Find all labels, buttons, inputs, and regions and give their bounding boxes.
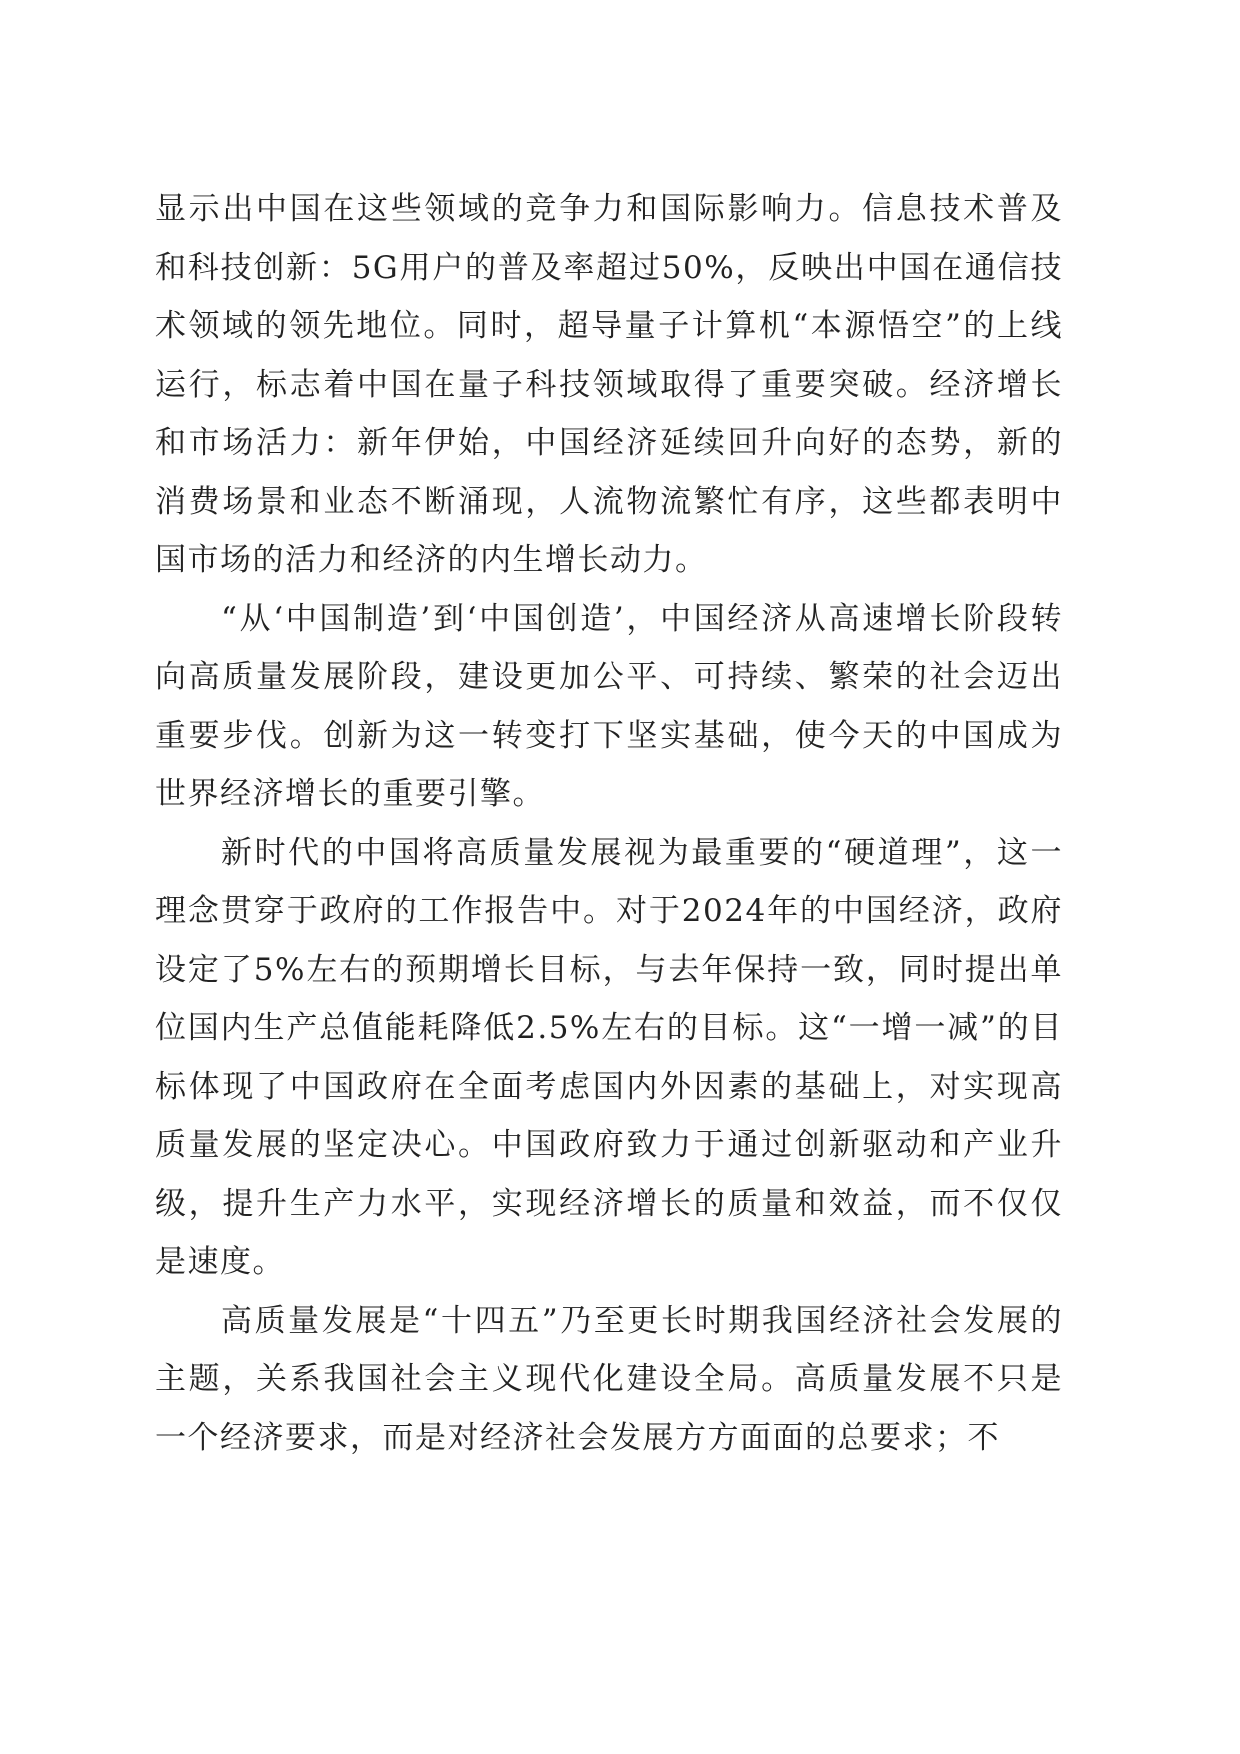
paragraph-2: “从‘中国制造’到‘中国创造’，中国经济从高速增长阶段转向高质量发展阶段，建设更加公平、可持续、繁荣的社会迈出重要步伐。创新为这一转变打下坚实基础，使今天的中国成为世界经济增长的重要引擎。 bbox=[155, 600, 1063, 812]
paragraph-4: 高质量发展是“十四五”乃至更长时期我国经济社会发展的主题，关系我国社会主义现代化建设全局。高质量发展不只是一个经济要求，而是对经济社会发展方方面面的总要求；不 bbox=[155, 1302, 1063, 1456]
paragraph-3: 新时代的中国将高质量发展视为最重要的“硬道理”，这一理念贯穿于政府的工作报告中。对于2024年的中国经济，政府设定了5%左右的预期增长目标，与去年保持一致，同时提出单位国内生产总值能耗降低2.5%左右的目标。这“一增一减”的目标体现了中国政府在全面考虑国内外因素的基础上，对实现高质量发展的坚定决心。中国政府致力于通过创新驱动和产业升级，提升生产力水平，实现经济增长的质量和效益，而不仅仅是速度。 bbox=[155, 834, 1063, 1280]
paragraph-1: 显示出中国在这些领域的竞争力和国际影响力。信息技术普及和科技创新：5G用户的普及率超过50%，反映出中国在通信技术领域的领先地位。同时，超导量子计算机“本源悟空”的上线运行，标志着中国在量子科技领域取得了重要突破。经济增长和市场活力：新年伊始，中国经济延续回升向好的态势，新的消费场景和业态不断涌现，人流物流繁忙有序，这些都表明中国市场的活力和经济的内生增长动力。 bbox=[155, 191, 1063, 578]
document-body bbox=[155, 180, 1063, 1467]
